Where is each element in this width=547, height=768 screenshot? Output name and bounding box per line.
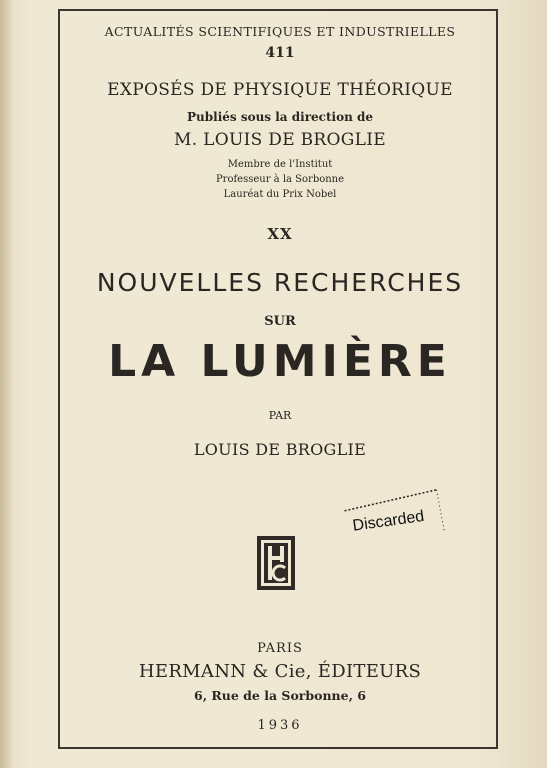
author-name: LOUIS DE BROGLIE bbox=[193, 440, 367, 459]
director-name: M. LOUIS DE BROGLIE bbox=[174, 130, 386, 150]
volume-number: XX bbox=[267, 225, 293, 243]
credential-line: Professeur à la Sorbonne bbox=[215, 174, 345, 185]
credential-line: Membre de l'Institut bbox=[227, 159, 333, 170]
publication-city: PARIS bbox=[257, 641, 303, 656]
series-number: 411 bbox=[265, 45, 295, 61]
by-label: PAR bbox=[268, 409, 292, 422]
publication-year: 1936 bbox=[257, 718, 303, 733]
publisher-name: HERMANN & Cie, ÉDITEURS bbox=[138, 661, 422, 682]
title-line-1: NOUVELLES RECHERCHES bbox=[96, 268, 464, 297]
publisher-address: 6, Rue de la Sorbonne, 6 bbox=[194, 688, 366, 703]
credential-line: Lauréat du Prix Nobel bbox=[223, 189, 337, 200]
collection-title: EXPOSÉS DE PHYSIQUE THÉORIQUE bbox=[107, 80, 453, 100]
publisher-logo-icon bbox=[255, 534, 297, 592]
title-line-2: SUR bbox=[264, 314, 296, 329]
page-edge-shadow bbox=[0, 0, 12, 768]
series-title: ACTUALITÉS SCIENTIFIQUES ET INDUSTRIELLES bbox=[104, 24, 456, 39]
stamp-text: Discarded bbox=[351, 507, 426, 535]
published-under: Publiés sous la direction de bbox=[187, 110, 373, 124]
main-title: LA LUMIÈRE bbox=[108, 336, 452, 387]
